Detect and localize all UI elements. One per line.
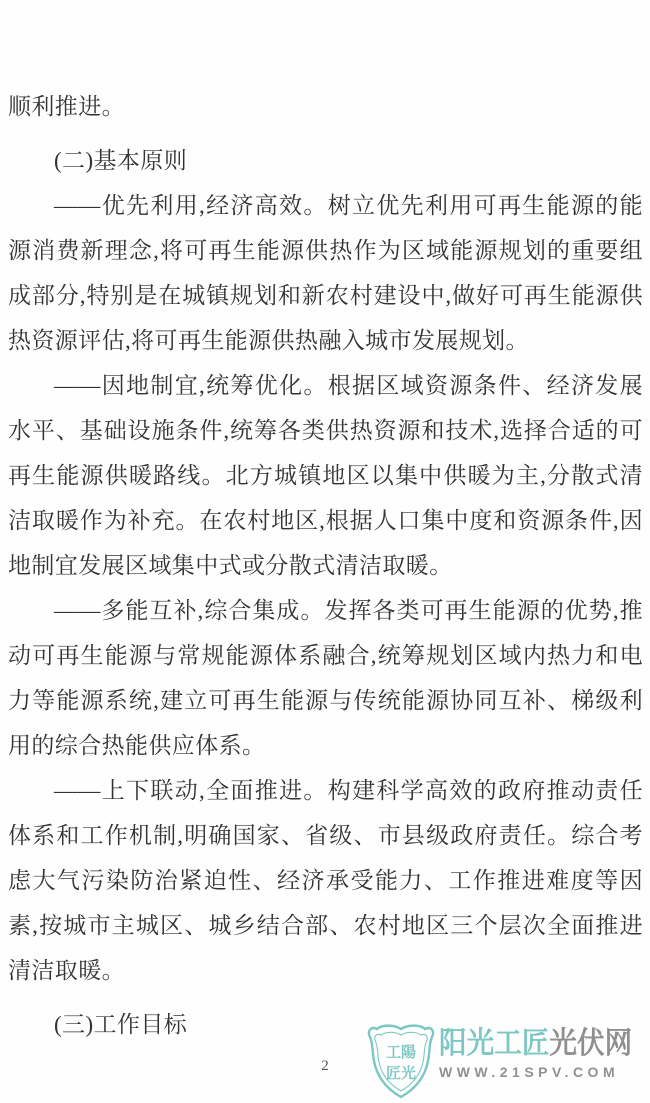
watermark-brand-secondary: 光伏网 [549,1027,633,1060]
paragraph: ——上下联动,全面推进。构建科学高效的政府推动责任体系和工作机制,明确国家、省级、市县级政府责任。综合考虑大气污染防治紧迫性、经济承受能力、工作推进难度等因素,按城市主城区、城乡结合部、农村地区三个层次全面推进清洁取暖。 [8,778,643,983]
shield-logo-icon [365,1021,437,1101]
document-body [8,84,643,1047]
paragraph: ——因地制宜,统筹优化。根据区域资源条件、经济发展水平、基础设施条件,统筹各类供热资源和技术,选择合适的可再生能源供暖路线。北方城镇地区以集中供暖为主,分散式清洁取暖作为补充。在农村地区,根据人口集中度和资源条件,因地制宜发展区域集中式或分散式清洁取暖。 [8,373,643,578]
watermark-url: WWW.21SPV.COM [439,1064,620,1080]
shield-text-bottom: 匠光 [385,1065,417,1082]
paragraph: 顺利推进。 [8,94,125,119]
shield-text-top: 工陽 [385,1044,417,1061]
section-heading: (二)基本原则 [54,148,188,173]
watermark-brand-primary: 阳光工匠 [439,1027,550,1060]
watermark-brand [439,1027,632,1061]
paragraph: ——优先利用,经济高效。树立优先利用可再生能源的能源消费新理念,将可再生能源供热作为区域能源规划的重要组成部分,特别是在城镇规划和新农村建设中,做好可再生能源供热资源评估,将可再生能源供热融入城市发展规划。 [8,193,643,353]
site-watermark [365,1015,649,1101]
paragraph: ——多能互补,综合集成。发挥各类可再生能源的优势,推动可再生能源与常规能源体系融合,统筹规划区域内热力和电力等能源系统,建立可再生能源与传统能源协同互补、梯级利用的综合热能供应体系。 [8,598,643,758]
page-number: 2 [321,1058,329,1074]
watermark-text-block [439,1027,649,1080]
section-heading: (三)工作目标 [54,1012,188,1037]
